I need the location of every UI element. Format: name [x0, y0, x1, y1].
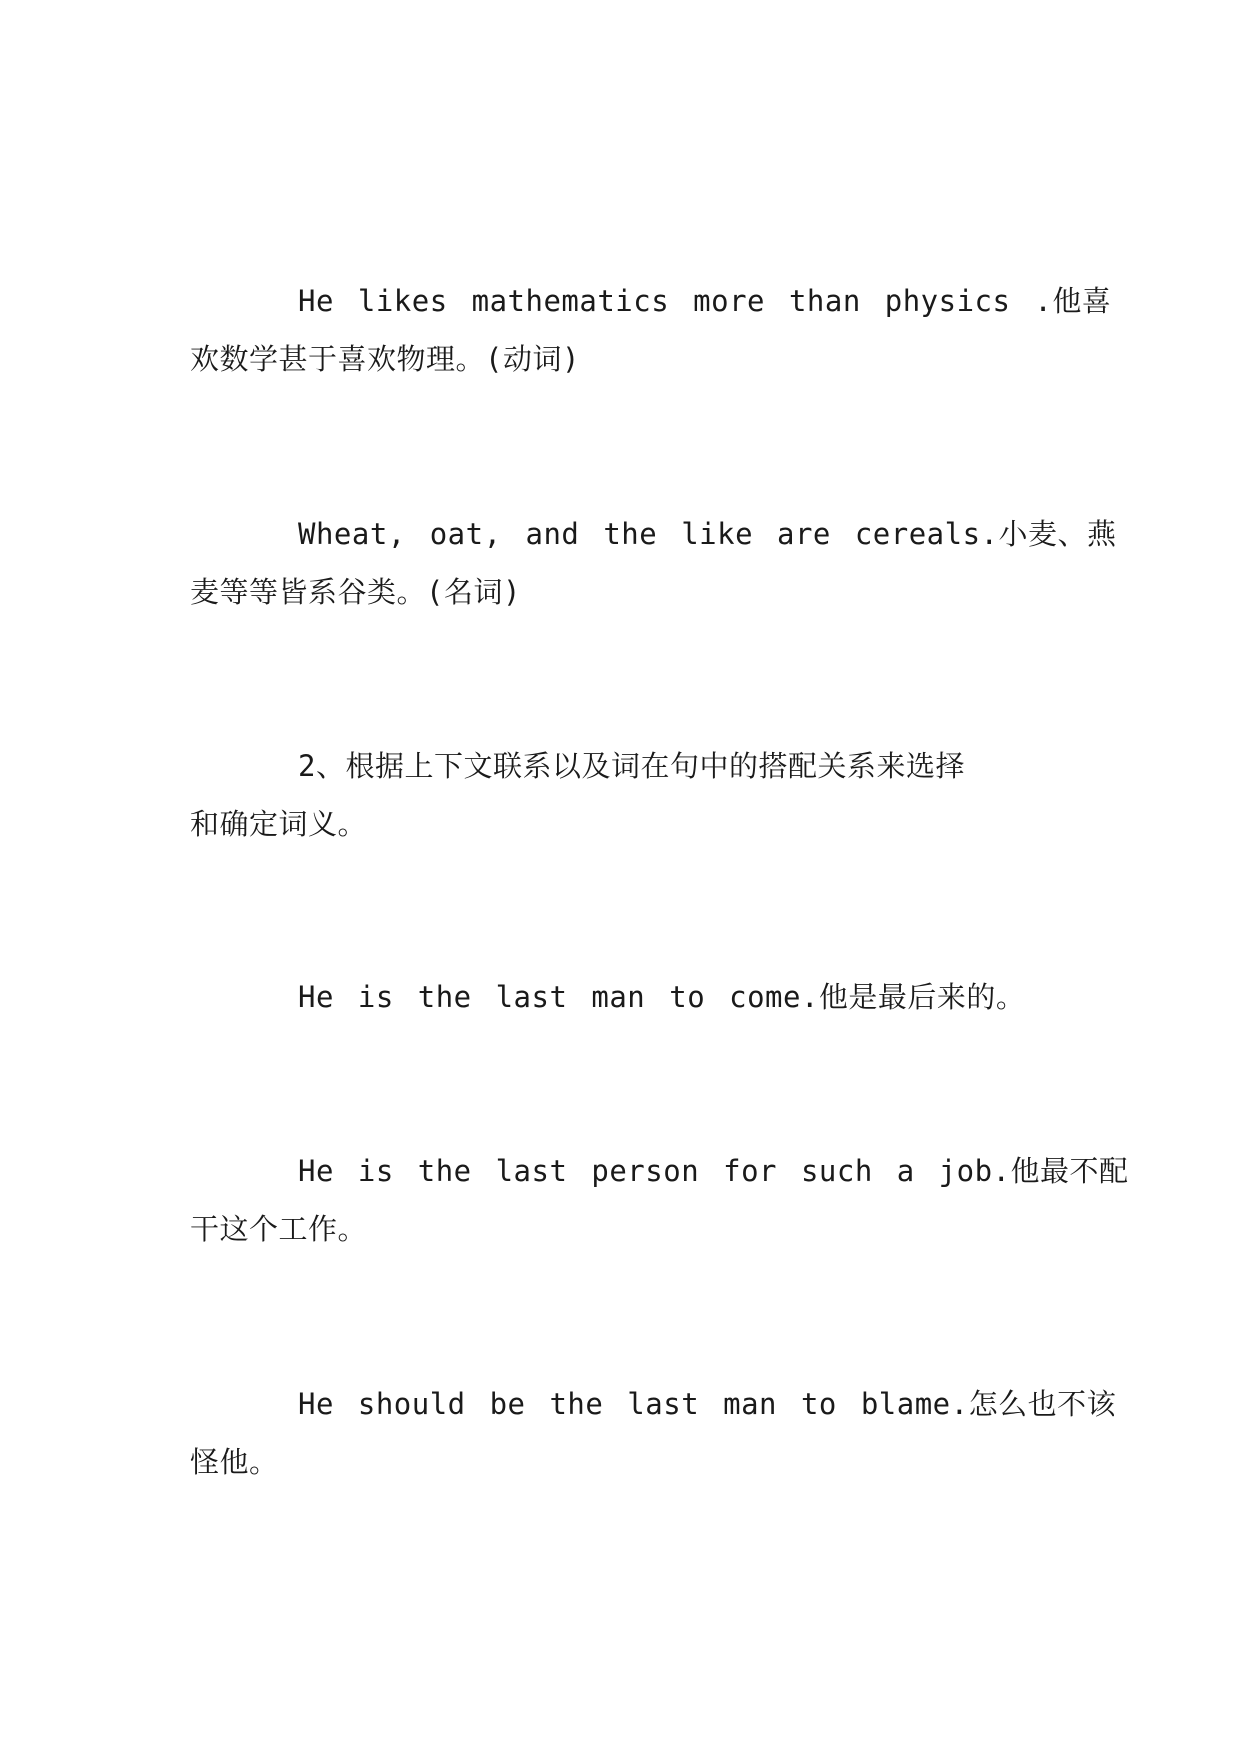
paragraph-line: 麦等等皆系谷类。(名词): [190, 575, 521, 609]
paragraph-line: He should be the last man to blame.怎么也不该: [298, 1387, 1117, 1421]
paragraph-line: He likes mathematics more than physics .他喜: [298, 284, 1112, 318]
paragraph-line: 欢数学甚于喜欢物理。(动词): [190, 342, 580, 376]
paragraph-line: He is the last person for such a job.他最不配: [298, 1154, 1129, 1188]
paragraph-line: 2、根据上下文联系以及词在句中的搭配关系来选择: [298, 749, 965, 783]
paragraph-line: Wheat, oat, and the like are cereals.小麦、燕: [298, 517, 1117, 551]
paragraph-line: 怪他。: [190, 1445, 279, 1479]
paragraph-line: 和确定词义。: [190, 807, 368, 841]
paragraph-line: 干这个工作。: [190, 1212, 368, 1246]
paragraph-line: He is the last man to come.他是最后来的。: [298, 980, 1026, 1014]
